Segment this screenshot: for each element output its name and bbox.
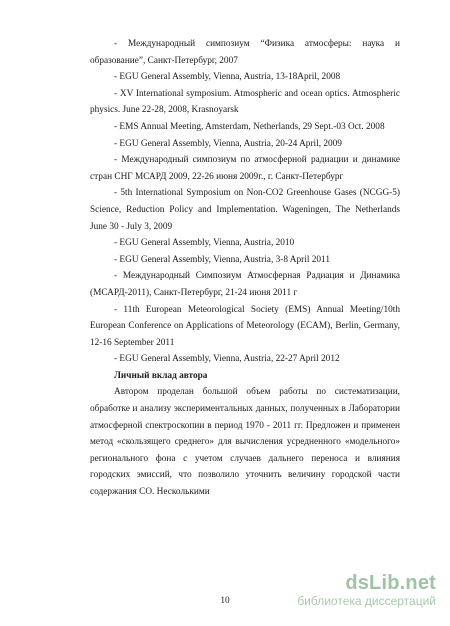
conference-item: - EGU General Assembly, Vienna, Austria, 22-27 April 2012 — [114, 354, 340, 365]
page-content — [90, 36, 400, 501]
conference-item: - EGU General Assembly, Vienna, Austria, 3-8 April 2011 — [114, 254, 330, 265]
watermark-subtitle: библиотека диссертаций — [297, 594, 436, 608]
conference-item: - EGU General Assembly, Vienna, Austria, 20-24 April, 2009 — [114, 138, 342, 149]
conference-item: - Международный Симпозиум Атмосферная Радиация и Динамика (МСАРД-2011), Санкт-Петербург, 21-24 июня 2011 г — [90, 271, 400, 298]
conference-item: - 5th International Symposium on Non-CO2 Greenhouse Gases (NCGG-5) Science, Reduction Policy and Implementation. Wageningen, The Netherlands June 30 - July 3, 2009 — [90, 188, 400, 232]
conference-item: - Международный симпозиум по атмосферной радиации и динамике стран СНГ МСАРД 2009, 22-26 июня 2009г., г. Санкт-Петербург — [90, 155, 400, 182]
conference-item: - EGU General Assembly, Vienna, Austria, 2010 — [114, 238, 295, 249]
page-number: 10 — [220, 596, 230, 606]
conference-item: - XV International symposium. Atmospheric and ocean optics. Atmospheric physics. June 22-28, 2008, Krasnoyarsk — [90, 88, 400, 116]
conference-item: - Международный симпозиум “Физика атмосферы: наука и образование”, Санкт-Петербург, 2007 — [90, 39, 400, 66]
section-heading: Личный вклад автора — [114, 370, 208, 381]
conference-item: - EGU General Assembly, Vienna, Austria, 13-18April, 2008 — [114, 72, 341, 83]
conference-item: - EMS Annual Meeting, Amsterdam, Netherlands, 29 Sept.-03 Oct. 2008 — [114, 121, 385, 132]
body-paragraph: Автором проделан большой объем работы по систематизации, обработке и анализу экспериментальных данных, полученных в Лаборатории атмосферной спектроскопии в период 1970 - 2011 гг. Предложен и применен метод «скользящего среднего» для вычисления усредненного «модельного» регионального фона с учетом случаев дальнего переноса и влияния городских эмиссий, что позволило уточнить величину городской части содержания СО. Несколькими — [90, 387, 400, 498]
watermark-logo-text: dsLib.net — [345, 572, 436, 594]
conference-item: - 11th European Meteorological Society (EMS) Annual Meeting/10th European Conference on Applications of Meteorology (ECAM), Berlin, Germany, 12-16 September 2011 — [90, 304, 400, 348]
